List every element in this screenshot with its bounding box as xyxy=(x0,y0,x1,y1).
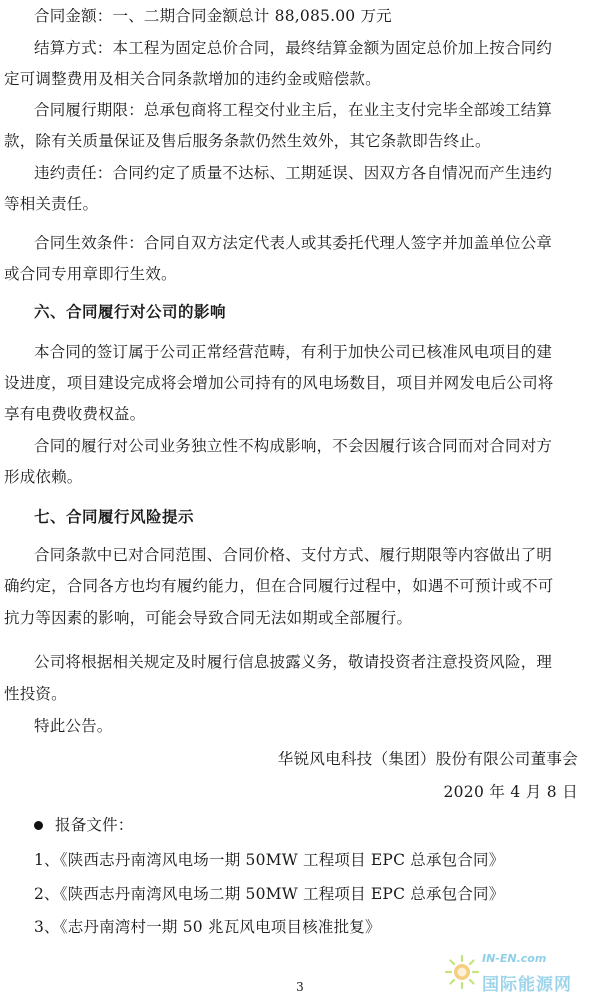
sun-logo-icon xyxy=(444,954,480,990)
breach-line-2: 等相关责任。 xyxy=(4,195,99,213)
attachments-label xyxy=(34,815,134,835)
period-line-2: 款，除有关质量保证及售后服务条款仍然生效外，其它条款即告终止。 xyxy=(4,132,491,150)
bullet-icon xyxy=(34,821,43,830)
watermark-cn: 国际能源网 xyxy=(482,975,572,995)
closing-line-1: 公司将根据相关规定及时履行信息披露义务，敬请投资者注意投资风险，理 xyxy=(34,653,553,671)
section-6-p1-line-2: 设进度，项目建设完成将会增加公司持有的风电场数目，项目并网发电后公司将 xyxy=(4,374,554,392)
section-7-p1-line-1: 合同条款中已对合同范围、合同价格、支付方式、履行期限等内容做出了明 xyxy=(34,546,553,564)
section-6-p1-line-3: 享有电费收费权益。 xyxy=(4,405,146,423)
page-number: 3 xyxy=(296,980,304,994)
attachments-label-text: 报备文件： xyxy=(55,816,134,834)
watermark-en: IN-EN.com xyxy=(482,952,547,965)
section-6-heading: 六、合同履行对公司的影响 xyxy=(34,303,227,321)
effective-line-2: 或合同专用章即行生效。 xyxy=(4,265,177,283)
settlement-line-1: 结算方式：本工程为固定总价合同，最终结算金额为固定总价加上按合同约 xyxy=(34,39,553,57)
attachment-item: 1、《陕西志丹南湾风电场一期 50MW 工程项目 EPC 总承包合同》 xyxy=(34,851,505,869)
attachment-item: 2、《陕西志丹南湾风电场二期 50MW 工程项目 EPC 总承包合同》 xyxy=(34,885,505,903)
notice-text: 特此公告。 xyxy=(34,717,113,735)
attachment-item: 3、《志丹南湾村一期 50 兆瓦风电项目核准批复》 xyxy=(34,918,381,936)
section-6-p2-line-2: 形成依赖。 xyxy=(4,468,83,486)
section-7-p1-line-2: 确约定，合同各方也均有履约能力，但在合同履行过程中，如遇不可预计或不可 xyxy=(4,577,554,595)
effective-line-1: 合同生效条件：合同自双方法定代表人或其委托代理人签字并加盖单位公章 xyxy=(34,234,553,252)
signature: 华锐风电科技（集团）股份有限公司董事会 xyxy=(277,750,578,768)
period-line-1: 合同履行期限：总承包商将工程交付业主后，在业主支付完毕全部竣工结算 xyxy=(34,101,553,119)
contract-amount: 合同金额：一、二期合同金额总计 88,085.00 万元 xyxy=(34,7,392,25)
section-7-p1-line-3: 抗力等因素的影响，可能会导致合同无法如期或全部履行。 xyxy=(4,609,413,627)
settlement-line-2: 定可调整费用及相关合同条款增加的违约金或赔偿款。 xyxy=(4,70,381,88)
closing-line-2: 性投资。 xyxy=(4,685,67,703)
breach-line-1: 违约责任：合同约定了质量不达标、工期延误、因双方各自情况而产生违约 xyxy=(34,164,553,182)
section-6-p1-line-1: 本合同的签订属于公司正常经营范畴，有利于加快公司已核准风电项目的建 xyxy=(34,343,553,361)
section-6-p2-line-1: 合同的履行对公司业务独立性不构成影响，不会因履行该合同而对合同对方 xyxy=(34,437,553,455)
date: 2020 年 4 月 8 日 xyxy=(443,783,578,801)
section-7-heading: 七、合同履行风险提示 xyxy=(34,508,195,526)
watermark xyxy=(442,950,592,994)
